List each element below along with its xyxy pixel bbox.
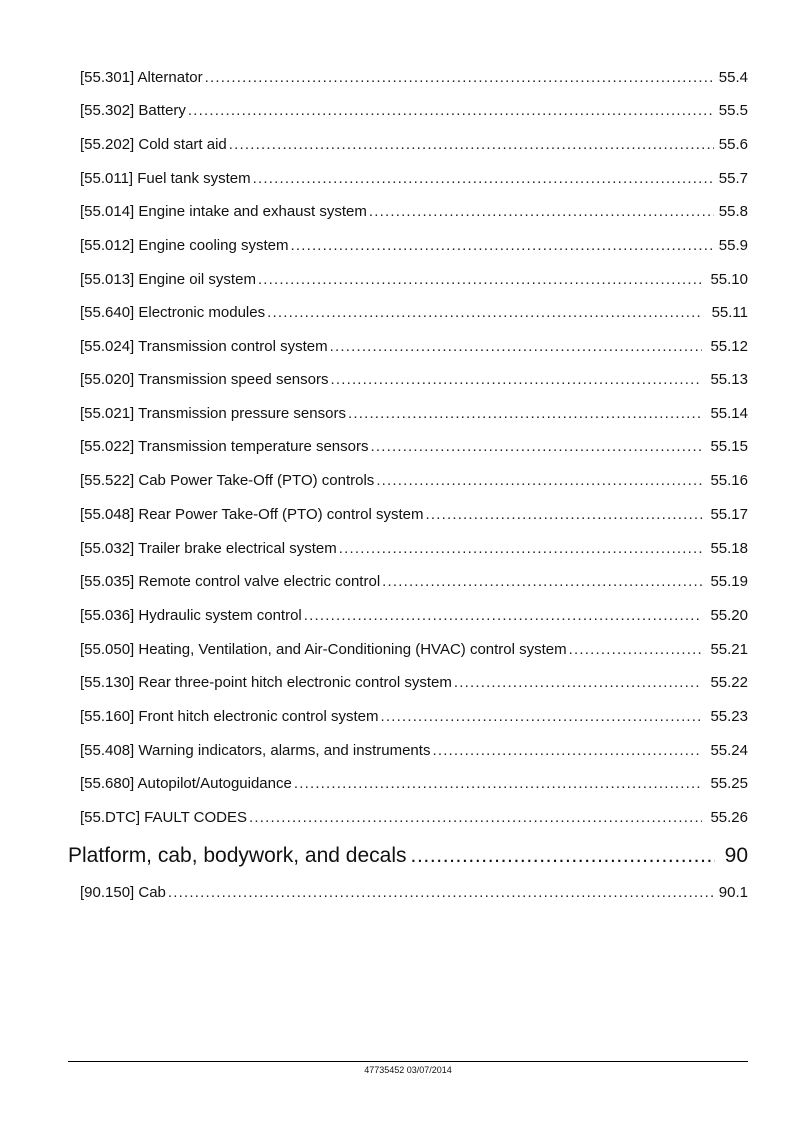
toc-entry-title: [55.680] Autopilot/Autoguidance [80,775,292,792]
toc-entry-page: 55.17 [710,506,748,523]
toc-entry-title: [55.013] Engine oil system [80,271,256,288]
toc-section-heading[interactable] [68,842,748,870]
toc-entry-title: [55.408] Warning indicators, alarms, and instruments [80,742,431,759]
dot-leader [258,270,702,290]
toc-entry-page: 55.26 [710,809,748,826]
toc-entry-title: [55.202] Cold start aid [80,136,227,153]
toc-entry-title: [55.130] Rear three-point hitch electronic control system [80,674,452,691]
toc-entry[interactable] [80,68,748,88]
toc-entry-page: 55.12 [710,338,748,355]
toc-entry-title: [55.032] Trailer brake electrical system [80,540,337,557]
toc-entry[interactable] [80,883,748,903]
dot-leader [382,572,702,592]
dot-leader [253,169,714,189]
dot-leader [294,774,702,794]
dot-leader [304,606,702,626]
toc-entry[interactable] [80,707,748,727]
dot-leader [376,471,702,491]
toc-entry-page: 55.16 [710,472,748,489]
dot-leader [290,236,714,256]
toc-entry-title: [55.640] Electronic modules [80,304,266,321]
toc-entry-title: [55.024] Transmission control system [80,338,328,355]
toc-entry[interactable] [80,337,748,357]
toc-entry-title: [55.021] Transmission pressure sensors [80,405,346,422]
dot-leader [330,337,702,357]
dot-leader [370,437,702,457]
toc-entry[interactable] [80,202,748,222]
dot-leader [339,539,702,559]
toc-entry[interactable] [80,236,748,256]
toc-entry-page: 55.4 [718,69,748,86]
dot-leader [249,808,702,828]
toc-entry-title: [55.036] Hydraulic system control [80,607,302,624]
toc-entry[interactable] [80,270,748,290]
toc-entry-title: [55.301] Alternator [80,69,203,86]
toc-entry-page: 55.19 [710,573,748,590]
toc-section-title: Platform, cab, bodywork, and decals [68,844,407,867]
toc-entry-page: 55.21 [710,641,748,658]
toc-entry-page: 55.10 [710,271,748,288]
toc-entry-page: 55.13 [710,371,748,388]
toc-entry[interactable] [80,539,748,559]
toc-entry[interactable] [80,741,748,761]
toc-entry[interactable] [80,572,748,592]
toc-entry[interactable] [80,303,748,323]
toc-entry-page: 55.8 [718,203,748,220]
toc-entry-title: [55.160] Front hitch electronic control system [80,708,379,725]
toc-entry-title: [55.014] Engine intake and exhaust system [80,203,367,220]
toc-entry-page: 55.5 [718,102,748,119]
toc-entry-title: [55.048] Rear Power Take-Off (PTO) control system [80,506,424,523]
toc-entry-page: 55.6 [718,136,748,153]
toc-entry-page: 55.20 [710,607,748,624]
toc-entry[interactable] [80,774,748,794]
dot-leader [569,640,702,660]
dot-leader [380,707,702,727]
dot-leader [425,505,702,525]
toc-entry[interactable] [80,404,748,424]
toc-entry-page: 55.11 [711,304,748,321]
toc-entry-page: 55.15 [710,438,748,455]
footer-divider [68,1061,748,1062]
toc-entry-page: 55.22 [710,674,748,691]
toc-entry-page: 55.23 [710,708,748,725]
toc-entry-page: 90.1 [718,884,748,901]
dot-leader [267,303,702,323]
toc-entry[interactable] [80,606,748,626]
dot-leader [369,202,714,222]
toc-entry-title: [55.020] Transmission speed sensors [80,371,329,388]
toc-entry-page: 55.18 [710,540,748,557]
toc-entry-page: 55.9 [718,237,748,254]
toc-entry-title: [55.022] Transmission temperature sensors [80,438,369,455]
toc-entry-title: [55.012] Engine cooling system [80,237,289,254]
dot-leader [229,135,714,155]
dot-leader [330,370,702,390]
footer-document-id: 47735452 03/07/2014 [364,1065,452,1075]
toc-entry[interactable] [80,471,748,491]
dot-leader [454,673,702,693]
toc-entry[interactable] [80,135,748,155]
dot-leader [432,741,702,761]
toc-entry[interactable] [80,437,748,457]
toc-entry[interactable] [80,673,748,693]
toc-entry[interactable] [80,101,748,121]
toc-entry[interactable] [80,505,748,525]
dot-leader [168,883,714,903]
toc-entry[interactable] [80,169,748,189]
toc-entry-page: 55.14 [710,405,748,422]
toc-entry-title: [55.DTC] FAULT CODES [80,809,247,826]
dot-leader [348,404,702,424]
toc-entry[interactable] [80,370,748,390]
toc-entry-title: [55.035] Remote control valve electric control [80,573,381,590]
dot-leader [188,101,714,121]
toc-entry-page: 55.7 [718,170,748,187]
toc-section-page: 90 [724,844,748,867]
toc-entry-title: [55.011] Fuel tank system [80,170,251,187]
toc-entry[interactable] [80,640,748,660]
dot-leader [411,842,715,870]
toc-entry-title: [55.050] Heating, Ventilation, and Air-Conditioning (HVAC) control system [80,641,567,658]
toc-entry-title: [90.150] Cab [80,884,166,901]
toc-entry-title: [55.522] Cab Power Take-Off (PTO) controls [80,472,375,489]
dot-leader [205,68,714,88]
toc-entry-page: 55.25 [710,775,748,792]
toc-entry[interactable] [80,808,748,828]
toc-entry-title: [55.302] Battery [80,102,186,119]
toc-entry-page: 55.24 [710,742,748,759]
